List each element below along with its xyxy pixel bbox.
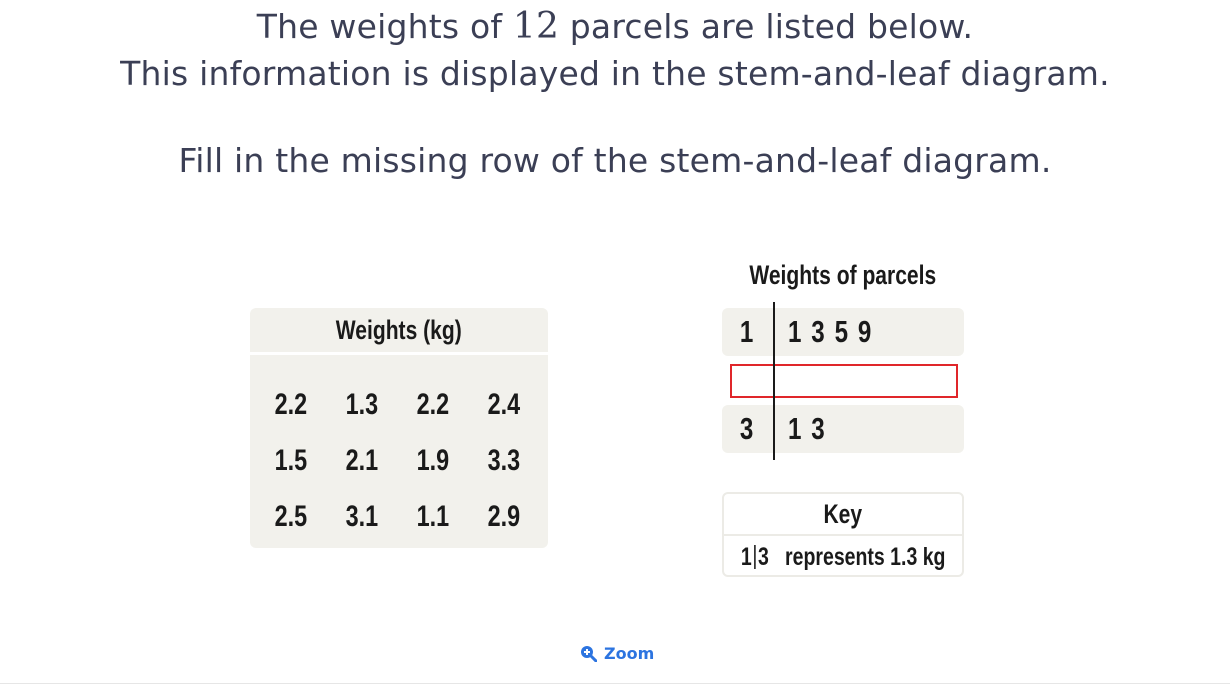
weight-value: 2.4 [487, 387, 520, 421]
stem-leaf-title: Weights of parcels [749, 260, 937, 290]
key-leaf: 3 [757, 542, 769, 571]
stem-value: 1 [740, 314, 754, 349]
key-explanation [724, 538, 962, 576]
weight-value: 3.1 [345, 499, 378, 533]
weight-value: 2.9 [487, 499, 520, 533]
leaf-values: 1 3 [788, 411, 825, 446]
weights-row [250, 376, 548, 432]
zoom-label: Zoom [604, 644, 655, 663]
key-text: represents 1.3 kg [784, 542, 946, 571]
missing-row-input[interactable] [730, 364, 958, 398]
weights-row [250, 488, 548, 544]
weight-value: 1.5 [274, 443, 307, 477]
weight-value: 2.5 [274, 499, 307, 533]
weights-grid [250, 376, 548, 544]
question-line-1 [0, 6, 1230, 47]
zoom-button[interactable] [580, 644, 654, 663]
weight-value: 3.3 [487, 443, 520, 477]
key-box [722, 492, 964, 577]
key-title: Key [724, 494, 962, 536]
weights-row [250, 432, 548, 488]
question-line-1-post: parcels are listed below. [559, 7, 974, 46]
weight-value: 2.2 [274, 387, 307, 421]
weights-table-title: Weights (kg) [336, 314, 462, 345]
weight-value: 1.3 [345, 387, 378, 421]
parcel-count: 12 [512, 6, 560, 47]
key-divider [754, 545, 756, 569]
stem-leaf-row [722, 405, 964, 453]
question-line-2: This information is displayed in the stem-and-leaf diagram. [120, 54, 1110, 93]
weight-value: 1.1 [416, 499, 449, 533]
weight-value: 2.1 [345, 443, 378, 477]
zoom-in-icon [580, 645, 597, 662]
stem-leaf-row [722, 308, 964, 356]
weights-table-header [250, 308, 548, 355]
stem-leaf-divider [773, 302, 775, 460]
key-stem: 1 [740, 542, 752, 571]
question-instruction: Fill in the missing row of the stem-and-leaf diagram. [178, 141, 1052, 180]
weights-table [250, 308, 548, 548]
leaf-values: 1 3 5 9 [788, 314, 872, 349]
question-line-1-pre: The weights of [256, 7, 513, 46]
stem-value: 3 [740, 411, 754, 446]
weight-value: 2.2 [416, 387, 449, 421]
weight-value: 1.9 [416, 443, 449, 477]
